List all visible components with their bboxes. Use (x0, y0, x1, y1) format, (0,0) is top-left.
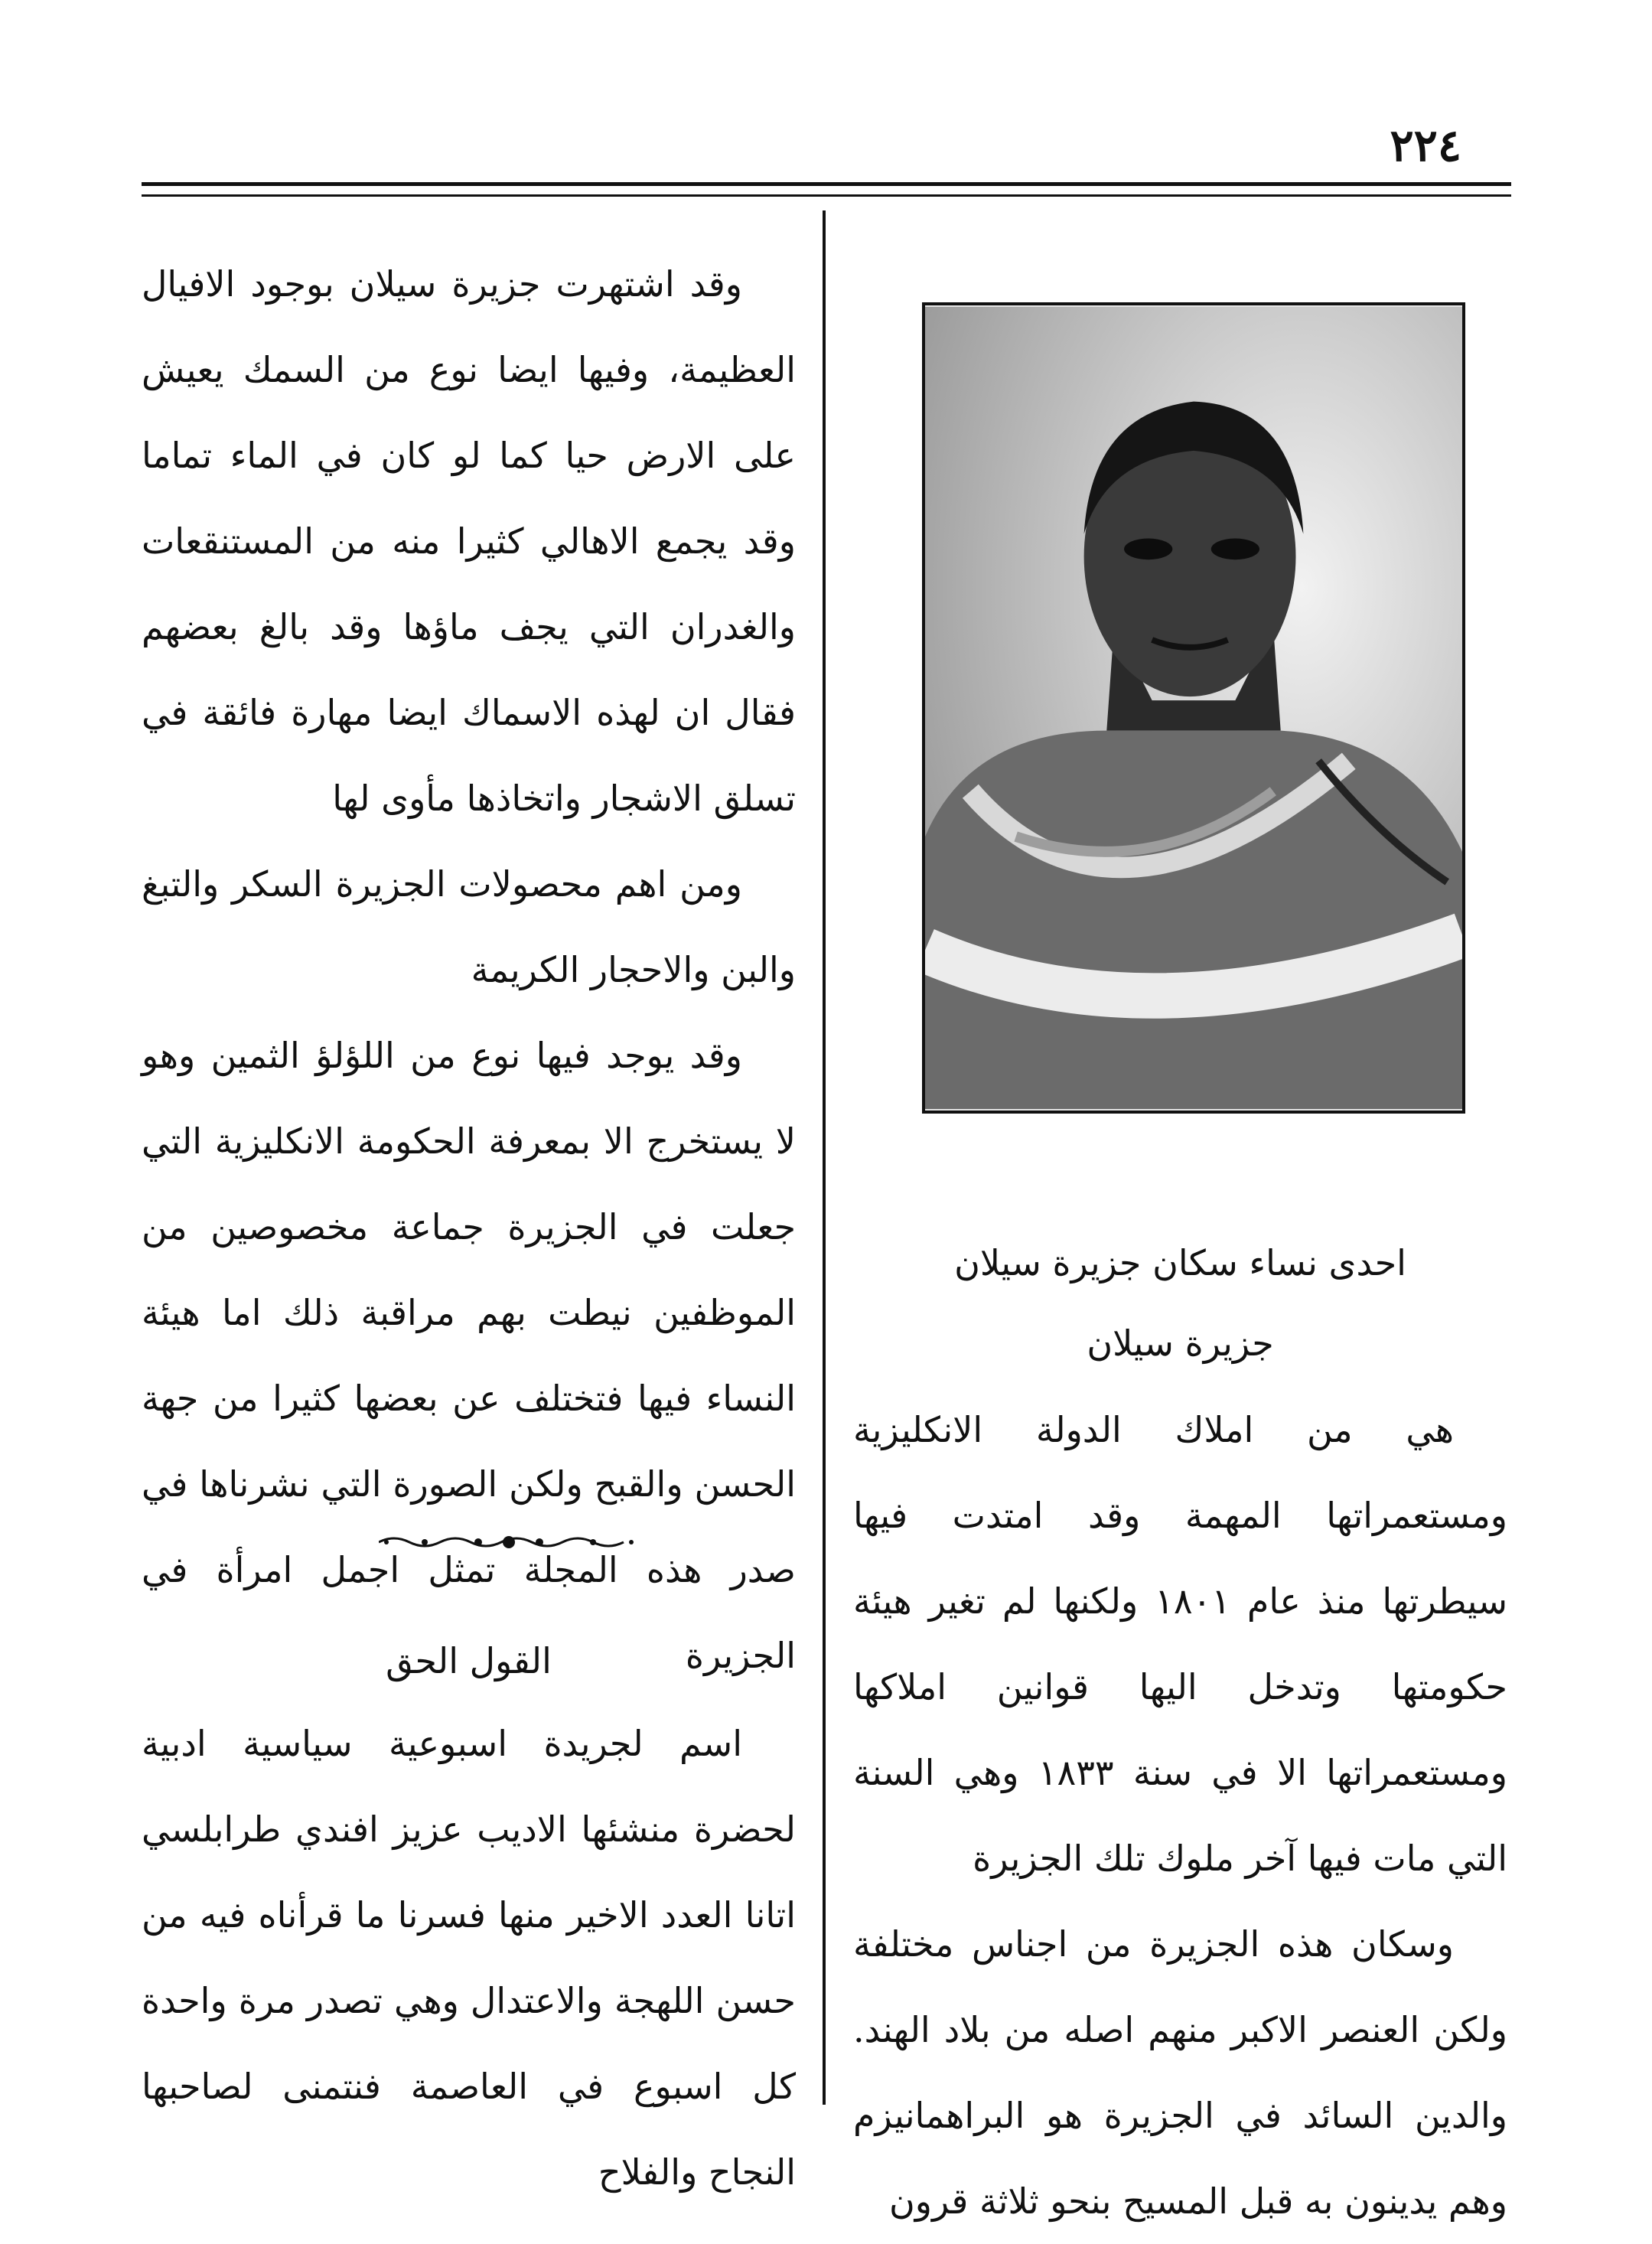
article-ceylon-right-column (853, 1387, 1507, 2244)
article-ceylon-paragraph-2: وسكان هذه الجزيرة من اجناس مختلفة ولكن العنصر الاكبر منهم اصله من بلاد الهند. والدين السائد في الجزيرة هو البراهمانيزم وهم يدينون به قبل المسيح بنحو ثلاثة قرون (853, 1923, 1507, 2222)
section-ornament (379, 1533, 639, 1551)
article-ceylon-paragraph-1: هي من املاك الدولة الانكليزية ومستعمراتها المهمة وقد امتدت فيها سيطرتها منذ عام ١٨٠١ ولكنها لم تغير هيئة حكومتها وتدخل اليها قوانين املاكها ومستعمراتها الا في سنة ١٨٣٣ وهي السنة التي مات فيها آخر ملوك تلك الجزيرة (853, 1409, 1507, 1879)
column-divider (823, 210, 826, 2105)
article-ceylon-paragraph-5: وقد يوجد فيها نوع من اللؤلؤ الثمين وهو لا يستخرج الا بمعرفة الحكومة الانكليزية التي جعلت في الجزيرة جماعة مخصوصين من الموظفين نيطت بهم مراقبة ذلك اما هيئة النساء فيها فتختلف عن بعضها كثيرا من جهة الحسن والقبح ولكن الصورة التي نشرناها في صدر هذه المجلة تمثل اجمل امرأة في الجزيرة (142, 1035, 796, 1676)
article-qawl-paragraph-1: اسم لجريدة اسبوعية سياسية ادبية لحضرة منشئها الاديب عزيز افندي طرابلسي اتانا العدد الاخير منها فسرنا ما قرأناه فيه من حسن اللهجة والاعتدال وهي تصدر مرة واحدة كل اسبوع في العاصمة فنتمنى لصاحبها النجاح والفلاح (142, 1723, 796, 2193)
header-rule-bottom (142, 194, 1511, 197)
article-qawl-column (142, 1701, 796, 2215)
header-rule-top (142, 182, 1511, 186)
article-ceylon-paragraph-3: وقد اشتهرت جزيرة سيلان بوجود الافيال العظيمة، وفيها ايضا نوع من السمك يعيش على الارض حيا كما لو كان في الماء تماما وقد يجمع الاهالي كثيرا منه من المستنقعات والغدران التي يجف ماؤها وقد بالغ بعضهم فقال ان لهذه الاسماك ايضا مهارة فائقة في تسلق الاشجار واتخاذها مأوى لها (142, 263, 796, 819)
article-qawl-title: القول الحق (386, 1640, 552, 1681)
portrait-image (925, 305, 1462, 1111)
article-ceylon-paragraph-4: ومن اهم محصولات الجزيرة السكر والتبغ والبن والاحجار الكريمة (142, 863, 796, 990)
page-number: ٢٢٤ (1390, 119, 1461, 171)
portrait-photo (922, 302, 1465, 1114)
photo-caption: احدى نساء سكان جزيرة سيلان (954, 1242, 1406, 1283)
article-ceylon-title: جزيرة سيلان (1087, 1323, 1274, 1364)
article-ceylon-left-column (142, 241, 796, 1698)
